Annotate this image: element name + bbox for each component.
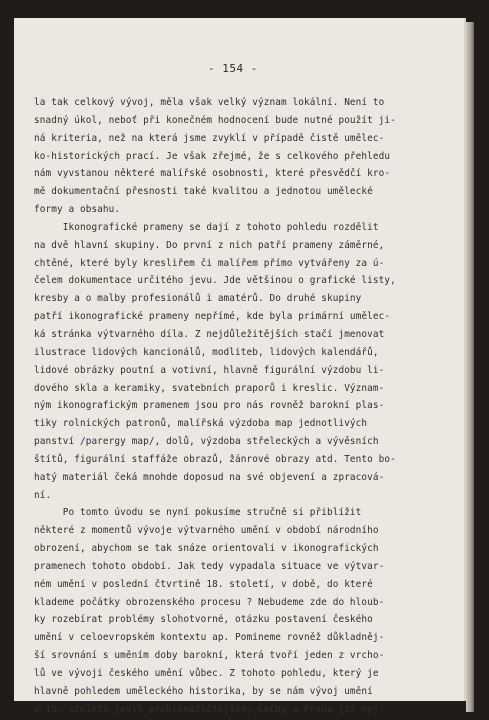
text-line: klademe počátky obrozenského procesu ? Nebudeme zde do hloub-: [34, 596, 385, 608]
text-line: ném umění v poslední čtvrtině 18. století, v době, do které: [34, 578, 373, 590]
text-line: nám vyvstanou některé malířské osobnosti, které přesvědčí kro-: [34, 168, 391, 180]
text-line: na dvě hlavní skupiny. Do první z nich patří prameny záměrné,: [34, 239, 385, 251]
text-line: umění v celoevropském kontextu ap. Pomineme rovněž důkladněj-: [34, 632, 385, 644]
text-line: ší srovnání s uměním doby barokní, která tvoří jeden z vrcho-: [34, 650, 385, 662]
text-line: pramenech tohoto období. Jak tedy vypadala situace ve výtvar-: [34, 560, 385, 572]
text-line: la tak celkový vývoj, měla však velký význam lokální. Není to: [34, 97, 385, 108]
page-edge: [466, 22, 474, 712]
text-line: čelem dokumentace určitého jevu. Jde většinou o grafické listy,: [34, 275, 396, 287]
text-line: patří ikonografické prameny nepřímé, kde byla primární umělec-: [34, 311, 391, 323]
text-line: ilustrace lidových kancionálů, modliteb, lidových kalendářů,: [34, 346, 379, 358]
text-line: ko-historických prací. Je však zřejmé, že s celkového přehledu: [34, 150, 391, 162]
text-line: ky rozebírat problémy slohotvorné, otázku postavení českého: [34, 614, 373, 626]
text-line: štítů, figurální staffáže obrazů, žánrové obrazy atd. Tento bo-: [34, 453, 396, 465]
text-line: ná kriteria, než na která jsme zvyklí v případě čistě umělec-: [34, 132, 385, 144]
page-number: - 154 -: [208, 62, 258, 75]
text-line: snadný úkol, neboť při konečném hodnocení bude nutné použít ji-: [34, 114, 396, 126]
text-line: v 19. století jevil problematičtějším; Čechy a Praha již nej-: [34, 703, 385, 715]
text-line: dového skla a keramiky, svatebních praporů i kreslic. Význam-: [34, 382, 385, 394]
text-line: tiky rolnických patronů, malířská výzdoba map jednotlivých: [34, 418, 368, 430]
text-line: některé z momentů vývoje výtvarného umění v období národního: [34, 525, 379, 537]
text-line: panství /parergy map/, dolů, výzdoba střeleckých a vývěsních: [34, 436, 379, 448]
text-line: lidové obrázky poutní a votivní, hlavně figurální výzdobu li-: [34, 364, 385, 376]
text-line: formy a obsahu.: [34, 204, 121, 216]
text-line: kresby a o malby profesionálů i amatérů. Do druhé skupiny: [34, 293, 362, 305]
text-line: ným ikonografickým pramenem jsou pro nás rovněž barokní plas-: [34, 400, 385, 412]
text-line: chtěné, které byly kresliřem či malířem přímo vytvářeny za ú-: [34, 257, 385, 269]
text-line: ní.: [34, 489, 52, 501]
body-text: [34, 94, 414, 719]
text-line: lů ve vývoji českého umění vůbec. Z tohoto pohledu, který je: [34, 668, 379, 679]
text-line: hatý materiál čeká mnohde doposud na své objevení a zpracová-: [34, 471, 385, 483]
text-line: Ikonografické prameny se dají z tohoto pohledu rozdělit: [34, 221, 379, 233]
text-line: mě dokumentační přesnosti také kvalitou a jednotou umělecké: [34, 186, 373, 198]
text-line: hlavně pohledem uměleckého historika, by se nám vývoj umění: [34, 685, 373, 697]
text-line: Po tomto úvodu se nyní pokusíme stručně si přiblížit: [34, 507, 362, 519]
text-line: obrození, abychom se tak snáze orientovali v ikonografických: [34, 543, 379, 555]
text-line: ká stránka výtvarného díla. Z nejdůležitějších stačí jmenovat: [34, 328, 385, 340]
